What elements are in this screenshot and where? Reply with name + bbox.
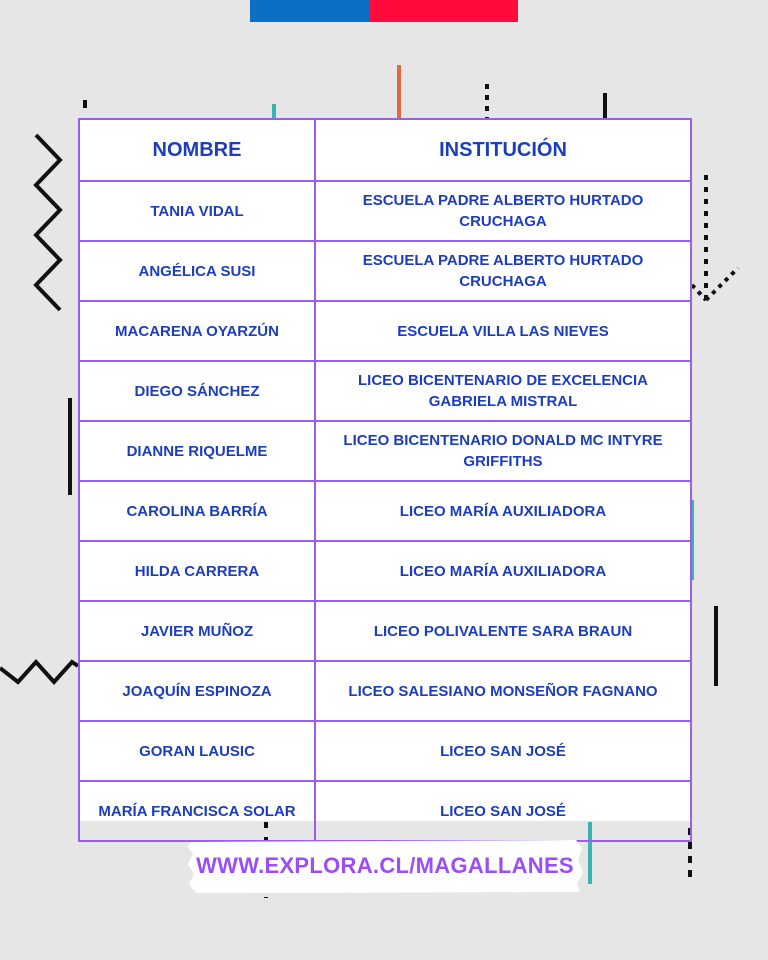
cell-nombre: HILDA CARRERA xyxy=(79,541,315,601)
cell-institucion: LICEO SALESIANO MONSEÑOR FAGNANO xyxy=(315,661,691,721)
url-banner xyxy=(186,838,584,894)
table-row xyxy=(79,361,691,421)
cell-institucion: LICEO POLIVALENTE SARA BRAUN xyxy=(315,601,691,661)
cell-nombre: MARÍA FRANCISCA SOLAR xyxy=(79,781,315,841)
table-body xyxy=(79,181,691,841)
cell-institucion: ESCUELA PADRE ALBERTO HURTADO CRUCHAGA xyxy=(315,241,691,301)
table-row xyxy=(79,601,691,661)
table-row xyxy=(79,241,691,301)
participants-table xyxy=(78,118,692,842)
cell-nombre: MACARENA OYARZÚN xyxy=(79,301,315,361)
table-row xyxy=(79,721,691,781)
cell-institucion: LICEO MARÍA AUXILIADORA xyxy=(315,541,691,601)
cell-institucion: ESCUELA PADRE ALBERTO HURTADO CRUCHAGA xyxy=(315,181,691,241)
cell-institucion: LICEO MARÍA AUXILIADORA xyxy=(315,481,691,541)
table-row xyxy=(79,781,691,841)
zigzag-left-decoration xyxy=(36,135,60,310)
cell-institucion: LICEO SAN JOSÉ xyxy=(315,721,691,781)
cell-institucion: LICEO SAN JOSÉ xyxy=(315,781,691,841)
cell-nombre: JOAQUÍN ESPINOZA xyxy=(79,661,315,721)
table-row xyxy=(79,481,691,541)
zigzag-bottom-left-decoration xyxy=(0,662,78,682)
table-row xyxy=(79,421,691,481)
header-institucion: INSTITUCIÓN xyxy=(315,119,691,181)
table-row xyxy=(79,181,691,241)
cell-institucion: ESCUELA VILLA LAS NIEVES xyxy=(315,301,691,361)
dotted-arrow-decoration xyxy=(692,285,706,300)
table-header-row xyxy=(79,119,691,181)
cell-nombre: ANGÉLICA SUSI xyxy=(79,241,315,301)
cell-nombre: DIEGO SÁNCHEZ xyxy=(79,361,315,421)
cell-nombre: DIANNE RIQUELME xyxy=(79,421,315,481)
cell-nombre: GORAN LAUSIC xyxy=(79,721,315,781)
website-url-link[interactable]: WWW.EXPLORA.CL/MAGALLANES xyxy=(196,853,574,878)
cell-nombre: JAVIER MUÑOZ xyxy=(79,601,315,661)
cell-nombre: TANIA VIDAL xyxy=(79,181,315,241)
participants-table-container xyxy=(78,118,690,821)
cell-institucion: LICEO BICENTENARIO DONALD MC INTYRE GRIFFITHS xyxy=(315,421,691,481)
table-row xyxy=(79,301,691,361)
cell-nombre: CAROLINA BARRÍA xyxy=(79,481,315,541)
table-row xyxy=(79,661,691,721)
table-row xyxy=(79,541,691,601)
cell-institucion: LICEO BICENTENARIO DE EXCELENCIA GABRIELA MISTRAL xyxy=(315,361,691,421)
header-nombre: NOMBRE xyxy=(79,119,315,181)
